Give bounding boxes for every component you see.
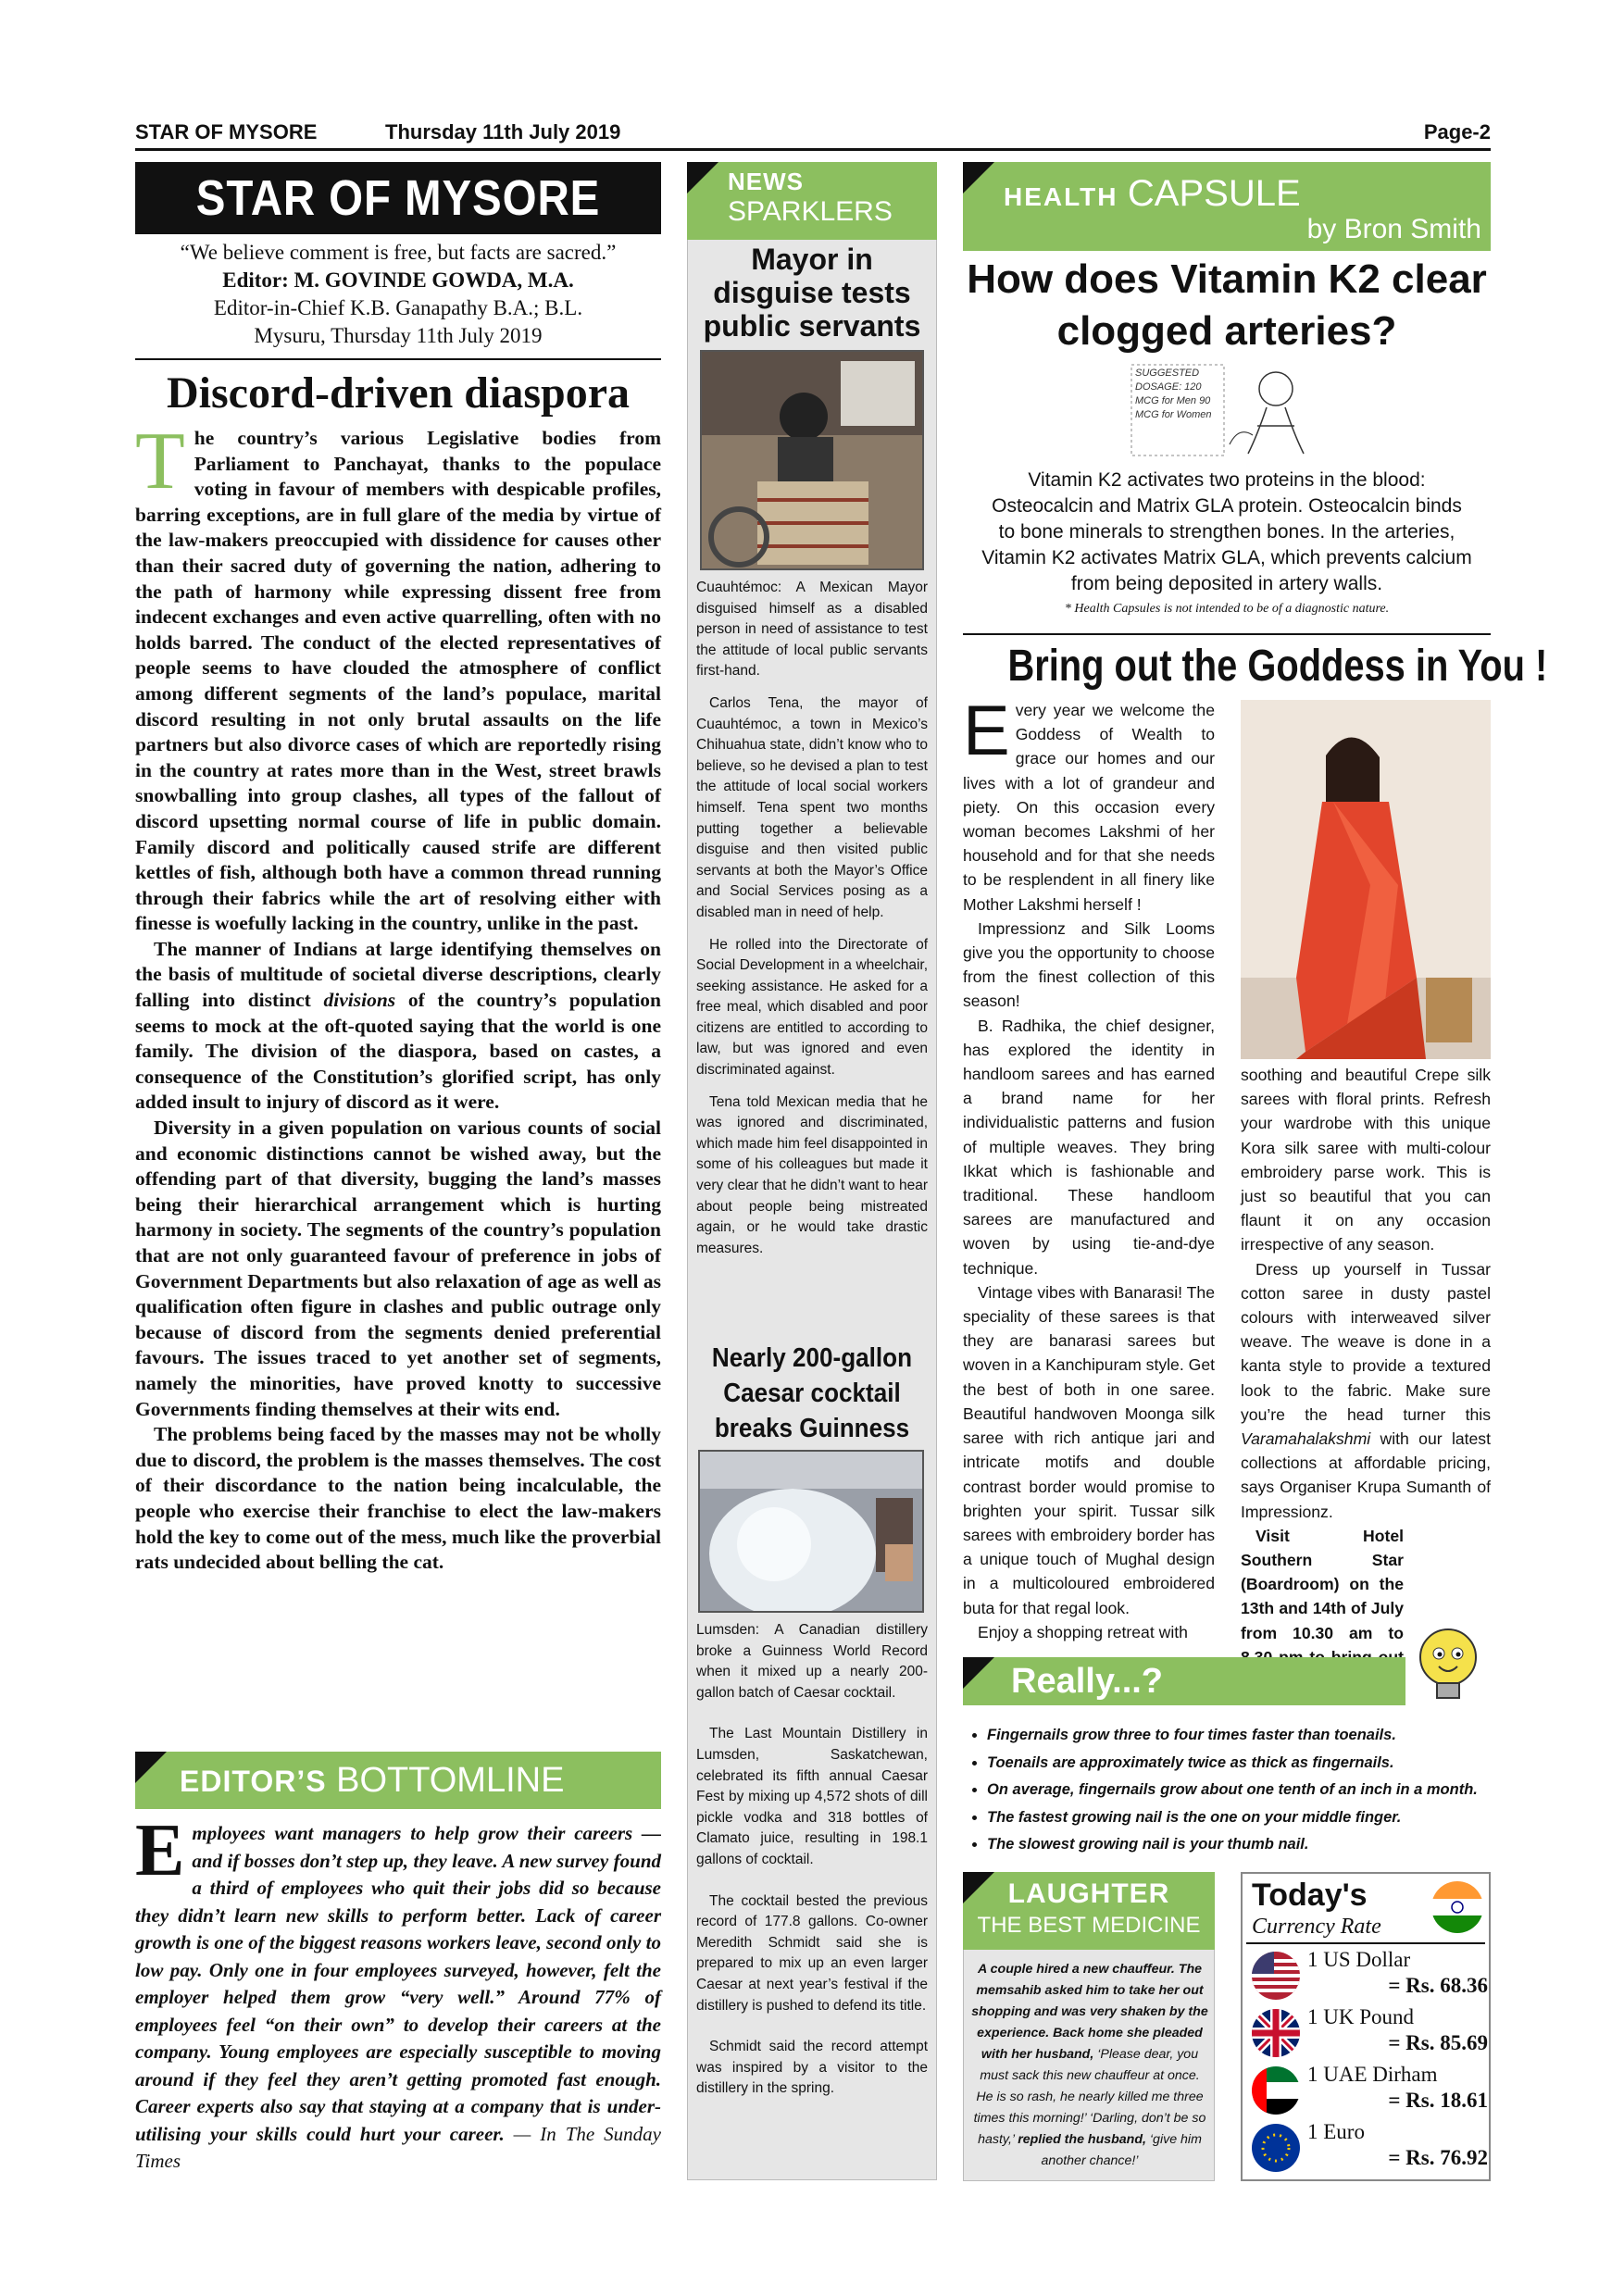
dosage-sketch-note: SUGGESTED DOSAGE: 120 MCG for Men 90 MCG for Women [1135, 368, 1212, 420]
health-rule [963, 633, 1491, 635]
masthead-title: STAR OF MYSORE [195, 170, 601, 226]
goddess-paragraph-6: soothing and beautiful Crepe silk sarees with floral prints. Refresh your wardrobe with this unique Kora silk saree with multi-colour embroidery parse work. This is just so beautiful that you can flaunt it on any occasion irrespective of any season. [1241, 1066, 1491, 1254]
really-corner [963, 1657, 994, 1689]
currency-row-eur [1252, 2120, 1488, 2176]
uk-flag-icon [1252, 2009, 1300, 2057]
news-story-1-body [696, 578, 928, 1259]
editorial-paragraph-2: The manner of Indians at large identifying themselves on the basis of multitude of societal diverse descriptions, clearly falling into distinct divisions of the country’s population seems to mock at the oft-quoted saying that the world is one family. The division of the diaspora, based on castes, a consequence of the Constitution’s glorified script, has only added insult to injury of discord as it were. [135, 937, 661, 1114]
currency-row-gbp [1252, 2005, 1488, 2061]
really-fact-list [963, 1722, 1491, 1859]
really-banner [963, 1657, 1405, 1705]
goddess-paragraph-7: Dress up yourself in Tussar cotton saree in dusty pastel colours with interweaved silver weave. The weave is done in a kanta style to provide a textured look to the fabric. Make sure you’re the head turner this Varamahalakshmi with our latest collections at affordable pricing, says Organiser Krupa Sumanth of Impressionz. [1241, 1259, 1491, 1521]
goddess-paragraph-4: Vintage vibes with Banarasi! The speciality of these sarees is that they are banarasi sarees but woven in a Kanchipuram style. Get the best of both in one saree. Beautiful handwoven Moonga silk saree with rich antique jari and intricate motifs and double contrast border would promise to brighten your spirit. Tussar silk sarees with embroidery border has a unique touch of Mughal design in a multicoloured embroidered buta for that regal look. [963, 1282, 1215, 1617]
bottomline-body [135, 1810, 661, 2176]
currency-header [1252, 1878, 1483, 1942]
goddess-headline: Bring out the Goddess in You ! [1007, 642, 1548, 691]
currency-title: Today's [1252, 1878, 1368, 1913]
editorial-body [135, 417, 661, 1576]
goddess-paragraph-3: B. Radhika, the chief designer, has explored the identity in handloom sarees and has earned a brand name for her individualistic patterns and fusion of multiple weaves. They bring Ikkat which is fashionable and traditional. These handloom sarees are manufactured and woven by using tie-and-dye technique. [963, 1016, 1215, 1278]
masthead-info [135, 239, 661, 350]
health-body: Vitamin K2 activates two proteins in the blood: Osteocalcin and Matrix GLA protein. Osteocalcin binds to bone minerals to strengthen bones. In the arteries, Vitamin K2 activates Matrix GLA, which prevents calcium from being deposited in artery walls. [981, 469, 1472, 594]
page-header [135, 120, 1491, 148]
currency-value: = Rs. 18.61 [1388, 2089, 1488, 2112]
bottomline-banner [135, 1752, 661, 1809]
mayor-photo [700, 350, 924, 570]
editorial-paragraph-4: The problems being faced by the masses may not be wholly due to discord, the problem is the masses themselves. The cost of their discordance to the nation being incalculable, the people who exercise their franchise to elect the law-makers hold the key to come out of the mess, much like the proverbial rats undecided about belling the cat. [135, 1423, 661, 1574]
news-story-1-headline: Mayor in disguise tests public servants [703, 243, 921, 343]
currency-name: 1 UK Pound [1307, 2005, 1415, 2028]
mayor-photo-illustration [702, 352, 924, 570]
really-fact: • The slowest growing nail is your thumb nail. [987, 1831, 1491, 1859]
goddess-column-2 [1241, 1063, 1491, 1693]
masthead-motto: “We believe comment is free, but facts are sacred.” [180, 241, 617, 264]
news-title: NEWS SPARKLERS [728, 168, 893, 227]
goddess-paragraph-8: Visit Hotel Southern Star (Boardroom) on the 13th and 14th of July from 10.30 am to [1241, 1526, 1404, 1642]
masthead-chief: Editor-in-Chief K.B. Ganapathy B.A.; B.L. [213, 296, 583, 319]
masthead-banner [135, 162, 661, 234]
really-fact: • Toenails are approximately twice as thick as fingernails. [987, 1750, 1491, 1778]
currency-value: = Rs. 85.69 [1388, 2031, 1488, 2054]
laughter-joke: A couple hired a new chauffeur. The memsahib asked him to take her out shopping and was very shaken by the experience. Back home she pleaded with her husband, ‘Please dear, you must sack this new chauffeur at once. He is so rash, he nearly killed me three times this morning!’ ‘Darling, don’t be so hasty,’ replied the husband, ‘give him another chance!’ [971, 1962, 1208, 2168]
goddess-paragraph-5: Enjoy a shopping retreat with [978, 1622, 1188, 1641]
goddess-column-1 [963, 692, 1215, 1644]
really-fact: • The fastest growing nail is the one on your middle finger. [987, 1804, 1491, 1832]
header-paper-name: STAR OF MYSORE [135, 120, 318, 144]
currency-name: 1 Euro [1307, 2120, 1365, 2143]
currency-subtitle: Currency Rate [1252, 1915, 1381, 1939]
health-banner [963, 162, 1491, 251]
news-story-2-headline: Nearly 200-gallon Caesar cocktail breaks Guinness [711, 1343, 913, 1443]
bulb-mascot-svg [1405, 1622, 1491, 1707]
currency-header-rule [1246, 1942, 1485, 1944]
masthead-dateline: Mysuru, Thursday 11th July 2019 [254, 324, 543, 347]
header-rule [135, 148, 1491, 151]
news-story-1-para-2: He rolled into the Directorate of Social Development in a wheelchair, seeking assistance. He asked for a free meal, which disabled and poor citizens are entitled to according to law, but was ignored and even discriminated against. [696, 936, 928, 1079]
really-fact: • On average, fingernails grow about one tenth of an inch in a month. [987, 1777, 1491, 1804]
health-corner [963, 162, 994, 193]
bottomline-source: — In The Sunday Times [135, 2122, 661, 2172]
really-fact: • Fingernails grow three to four times faster than toenails. [987, 1722, 1491, 1750]
bulb-mascot-icon [1405, 1622, 1491, 1707]
cocktail-photo [698, 1450, 924, 1613]
currency-row-aed [1252, 2063, 1488, 2118]
health-disclaimer: * Health Capsules is not intended to be of a diagnostic nature. [1064, 602, 1390, 616]
news-story-2-para-2: The cocktail bested the previous record of 177.8 gallons. Co-owner Meredith Schmidt said she is prepared to mix up an even larger Caesar at next year’s festival if the distillery is pushed to defend its title. [696, 1892, 928, 2014]
bottomline-dropcap: E [135, 1810, 185, 1891]
news-story-2-body [696, 1620, 928, 2100]
health-byline: by Bron Smith [1306, 214, 1481, 244]
goddess-dropcap: E [963, 692, 1010, 770]
us-flag-icon [1252, 1952, 1300, 2000]
news-story-1-para-3: Tena told Mexican media that he was ignored and discriminated, which made him feel disappointed in some of his colleagues but made it very clear that he didn’t want to hear about people being mistreated again, or he would take drastic measures. [696, 1093, 928, 1256]
bottomline-corner [135, 1752, 167, 1783]
masthead-rule [135, 358, 661, 360]
news-story-1-para-1: Carlos Tena, the mayor of Cuauhtémoc, a town in Mexico’s Chihuahua state, didn’t know who to believe, so he devised a plan to test the attitude of local social workers himself. Tena spent two months putting together a believable disguise and then visited public servants at both the Mayor’s Office and Social Services posing as a disabled man in need of help. [696, 694, 928, 920]
editorial-paragraph-1: The country’s various Legislative bodies from Parliament to Panchayat, thanks to the populace voting in favour of members with despicable profiles, barring exceptions, are in full glare of the media by virtue of the law-makers preoccupied with dissidence for causes other than their sacred duty of governing the nation, adhering to the path of harmony while expressing dissent free from indecent exchanges and even active quarrelling, often with no holds barred. The conduct of the elected representatives of people seems to have clouded the atmosphere of conflict among different segments of the land’s populace, marital discord resulting in not only brutal assaults on the life partners but also divorce cases of which are reportedly rising in the country at rates more than in the West, street brawls snowballing into group clashes, all types of the fallout of discord upsetting normal course of life in public domain. Family discord and politically caused strife are different kettles of fish, although both have a common thread running through their fabrics while the art of resolving either with finesse is woefully lacking in the country, unlike in the past. [135, 417, 661, 935]
cocktail-photo-illustration [700, 1452, 924, 1613]
bottomline-title: EDITOR’S BOTTOMLINE [180, 1761, 565, 1800]
header-date: Thursday 11th July 2019 [385, 120, 621, 144]
currency-value: = Rs. 68.36 [1388, 1974, 1488, 1997]
news-banner [687, 162, 937, 240]
eu-flag-icon [1252, 2124, 1300, 2172]
currency-row-usd [1252, 1948, 1488, 2003]
news-corner [687, 162, 718, 193]
currency-name: 1 US Dollar [1307, 1948, 1411, 1971]
editorial-paragraph-3: Diversity in a given population on various counts of social and economic distinctions cannot be wished away, but the offending part of that diversity, bugging the land’s masses being their hierarchical arrangement which is hurting harmony in society. The segments of the country’s population that are not only guaranteed favour of preference in jobs of Government Departments but also relaxation of age as well as qualification often figure in clashes and public outrage only because of discord from the segments denied preferential favours. The issues traced to yet another set of segments, namely the minorities, have proved knotty to successive Governments finding themselves at their wits end. [135, 1117, 661, 1420]
currency-value: = Rs. 76.92 [1388, 2146, 1488, 2169]
uae-flag-icon [1252, 2066, 1300, 2115]
bottomline-text: mployees want managers to help grow their careers — and if bosses don’t step up, they leave. A new survey found a third of employees who quit their jobs did so because they didn’t learn new skills to perform better. Lack of career growth is one of the biggest reasons workers leave, second only to low pay. Only one in four employees surveyed, however, felt the employer helped them grow “very well.” Around 77% of employees feel “on their own” to develop their careers at the company. Young employees are especially susceptible to moving around if they feel they aren’t getting promoted fast enough. Career experts also say that staying at a company that is under-utilising your skills could hurt your career. [135, 1822, 661, 2145]
header-page-number: Page-2 [1423, 120, 1491, 144]
goddess-paragraph-2: Impressionz and Silk Looms give you the opportunity to choose from the finest collection of this season! [963, 918, 1215, 1011]
news-story-2-para-3: Schmidt said the record attempt was inspired by a visitor to the distillery in the spring. [696, 2039, 928, 2097]
masthead-editor: Editor: M. GOVINDE GOWDA, M.A. [222, 268, 574, 292]
really-title: Really...? [1011, 1662, 1164, 1701]
editorial-title: Discord-driven diaspora [166, 368, 630, 418]
laughter-title: LAUGHTER THE BEST MEDICINE [977, 1878, 1201, 1938]
india-flag-icon [1431, 1881, 1483, 1933]
currency-rates [1252, 1948, 1488, 2179]
health-title: HEALTH CAPSULE [1004, 173, 1301, 214]
dosage-sketch [1128, 361, 1313, 459]
health-headline: How does Vitamin K2 clear clogged arteries? [967, 256, 1487, 354]
goddess-paragraph-1: Every year we welcome the Goddess of Wealth to grace our homes and our lives with a lot of grandeur and piety. On this occasion every woman becomes Lakshmi of her household and for that she needs to be resplendent in all finery like Mother Lakshmi herself ! [963, 692, 1215, 914]
news-story-2-caption: Lumsden: A Canadian distillery broke a Guinness World Record when it mixed up a nearly 200-gallon batch of Caesar cocktail. [696, 1622, 928, 1701]
saree-model-photo [1241, 700, 1491, 1059]
saree-model-illustration [1241, 700, 1491, 1059]
currency-name: 1 UAE Dirham [1307, 2063, 1438, 2086]
news-story-2-para-1: The Last Mountain Distillery in Lumsden, Saskatchewan, celebrated its fifth annual Caesar Fest by mixing up 4,572 shots of dill pickle vodka and 318 bottles of Clamato juice, resulting in 198.1 gallons of cocktail. [696, 1726, 928, 1867]
news-story-1-caption: Cuauhtémoc: A Mexican Mayor disguised himself as a disabled person in need of assistance to test the attitude of local public servants first-hand. [696, 580, 928, 680]
laughter-banner [963, 1872, 1215, 1950]
editorial-dropcap: T [135, 417, 185, 506]
